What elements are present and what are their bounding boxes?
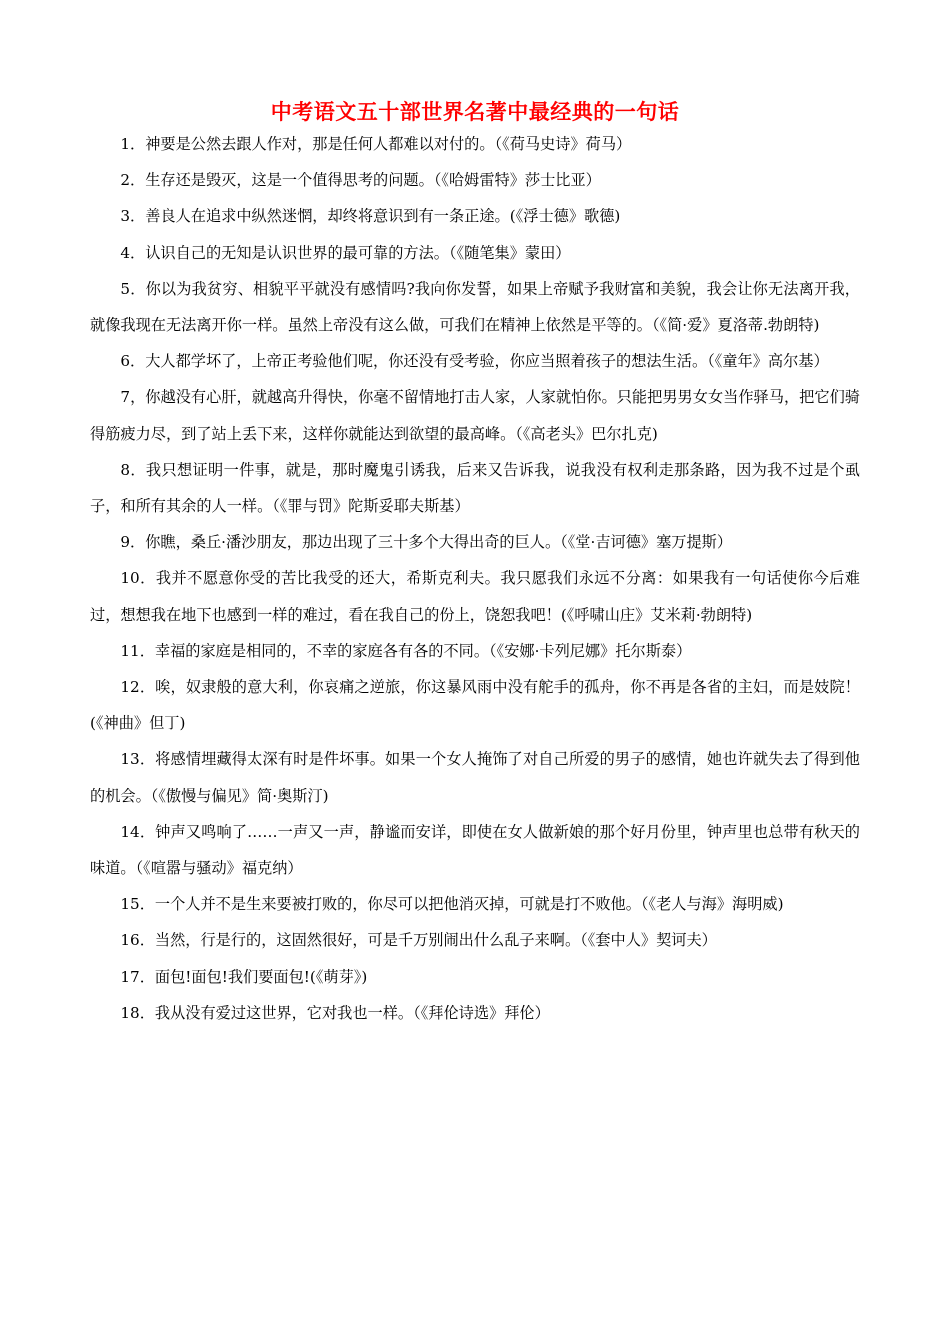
document-title: 中考语文五十部世界名著中最经典的一句话 xyxy=(270,100,680,124)
quote-item-6: 6．大人都学坏了，上帝正考验他们呢，你还没有受考验，你应当照着孩子的想法生活。（《童年》高尔基） xyxy=(120,352,829,371)
quote-item-12: 12．唉，奴隶般的意大利，你哀痛之逆旅，你这暴风雨中没有舵手的孤舟，你不再是各省的主妇，而是妓院！(《神曲》但丁) xyxy=(90,678,860,733)
quote-list xyxy=(90,126,860,1031)
quote-item-8: 8．我只想证明一件事，就是，那时魔鬼引诱我，后来又告诉我，说我没有权利走那条路，因为我不过是个虱子，和所有其余的人一样。（《罪与罚》陀斯妥耶夫斯基） xyxy=(90,460,860,516)
quote-item-15: 15．一个人并不是生来要被打败的，你尽可以把他消灭掉，可就是打不败他。（《老人与海》海明威) xyxy=(120,895,784,914)
quote-item-7: 7，你越没有心肝，就越高升得快，你毫不留情地打击人家，人家就怕你。只能把男男女女当作驿马，把它们骑得筋疲力尽，到了站上丢下来，这样你就能达到欲望的最高峰。（《高老头》巴尔扎克) xyxy=(90,388,860,443)
quote-item-2: 2．生存还是毁灭，这是一个值得思考的问题。（《哈姆雷特》莎士比亚） xyxy=(120,171,601,190)
quote-item-9: 9．你瞧，桑丘·潘沙朋友，那边出现了三十多个大得出奇的巨人。（《堂·吉诃德》塞万提斯） xyxy=(120,533,733,552)
quote-item-16: 16．当然，行是行的，这固然很好，可是千万别闹出什么乱子来啊。（《套中人》契诃夫） xyxy=(120,931,717,950)
quote-item-13: 13．将感情埋藏得太深有时是件坏事。如果一个女人掩饰了对自己所爱的男子的感情，她也许就失去了得到他的机会。（《傲慢与偏见》简·奥斯汀) xyxy=(90,750,860,805)
quote-item-5: 5．你以为我贫穷、相貌平平就没有感情吗?我向你发誓，如果上帝赋予我财富和美貌，我会让你无法离开我，就像我现在无法离开你一样。虽然上帝没有这么做，可我们在精神上依然是平等的。（《简·爱》夏洛蒂.勃朗特) xyxy=(90,279,860,335)
quote-item-18: 18．我从没有爱过这世界，它对我也一样。（《拜伦诗选》拜伦） xyxy=(120,1003,550,1022)
quote-item-14: 14．钟声又鸣响了……一声又一声，静谧而安详，即使在女人做新娘的那个好月份里，钟声里也总带有秋天的味道。（《喧嚣与骚动》福克纳） xyxy=(90,822,860,878)
quote-item-3: 3．善良人在追求中纵然迷惘，却终将意识到有一条正途。(《浮士德》歌德) xyxy=(120,207,621,226)
quote-item-11: 11．幸福的家庭是相同的，不幸的家庭各有各的不同。（《安娜·卡列尼娜》托尔斯泰） xyxy=(120,641,692,660)
quote-item-10: 10．我并不愿意你受的苦比我受的还大，希斯克利夫。我只愿我们永远不分离：如果我有一句话使你今后难过，想想我在地下也感到一样的难过，看在我自己的份上，饶恕我吧！(《呼啸山庄》艾米莉·勃朗特) xyxy=(90,569,860,624)
quote-item-4: 4．认识自己的无知是认识世界的最可靠的方法。（《随笔集》蒙田） xyxy=(120,243,571,262)
quote-item-17: 17．面包!面包!我们要面包!(《萌芽》) xyxy=(120,967,368,986)
quote-item-1: 1．神要是公然去跟人作对，那是任何人都难以对付的。（《荷马史诗》荷马） xyxy=(120,135,632,153)
